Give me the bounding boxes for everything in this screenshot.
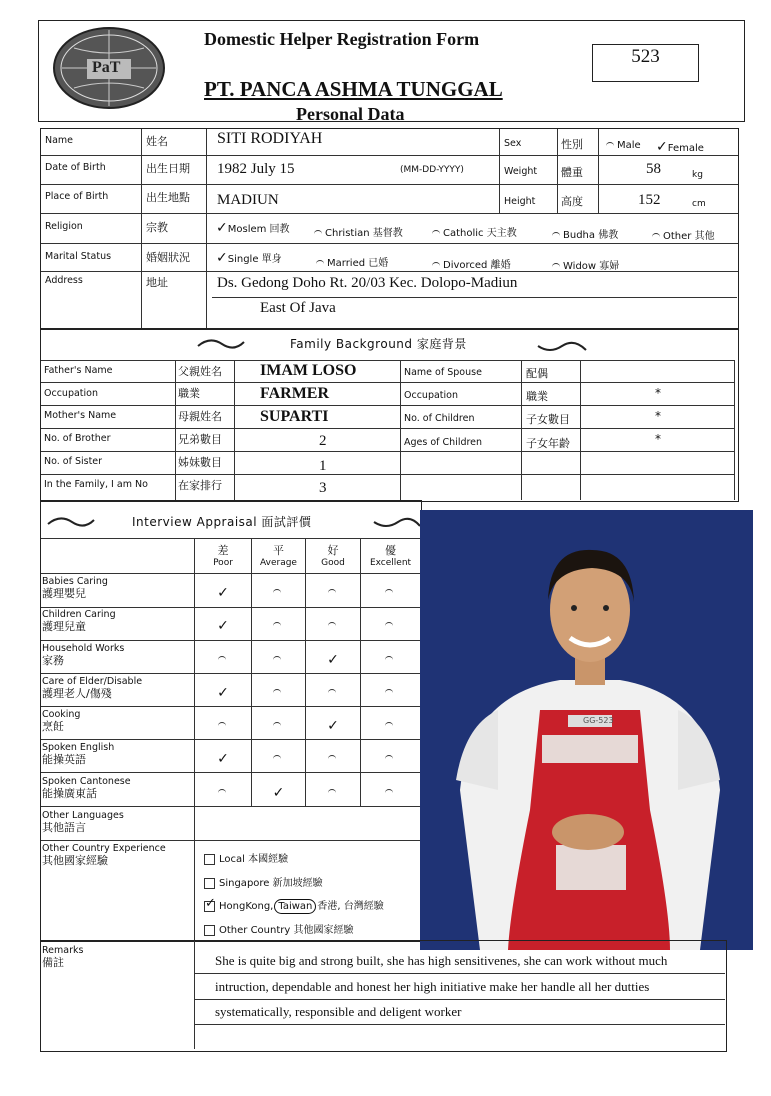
mother-value: SUPARTI xyxy=(260,408,329,425)
level-en: Excellent xyxy=(369,558,412,568)
height-label: Height xyxy=(504,196,536,207)
mother-label: Mother's Name xyxy=(44,410,117,421)
order-label: In the Family, I am No xyxy=(44,479,148,490)
religion-option-moslem[interactable] xyxy=(216,220,290,235)
skill-rating-option[interactable] xyxy=(306,715,360,734)
skill-label-cn: 護理嬰兒 xyxy=(42,587,86,600)
level-cn: 優 xyxy=(385,544,396,557)
other-experience-label xyxy=(42,843,166,868)
level-en: Average xyxy=(260,558,297,568)
children-label-cn: 子女數目 xyxy=(526,413,570,426)
experience-local[interactable] xyxy=(204,850,288,865)
remarks-line-1: She is quite big and strong built, she has high sensitivenes, she can work without much xyxy=(215,953,668,968)
level-en: Poor xyxy=(213,558,233,568)
skill-rating-option[interactable] xyxy=(195,649,251,668)
skill-rating-option[interactable] xyxy=(306,582,360,601)
radio-icon xyxy=(273,589,281,596)
checkmark-icon: ✓ xyxy=(327,652,339,668)
order-value: 3 xyxy=(319,480,327,496)
brother-label: No. of Brother xyxy=(44,433,111,444)
family-background-table xyxy=(40,328,739,502)
skill-rating-option[interactable] xyxy=(306,682,360,701)
religion-option-christian[interactable] xyxy=(314,224,403,239)
skill-rating-option[interactable] xyxy=(361,649,420,668)
checkmark-icon: ✓ xyxy=(217,585,229,601)
dob-format: (MM-DD-YYYY) xyxy=(400,165,464,175)
mother-label-cn: 母親姓名 xyxy=(178,410,222,423)
skill-label-cn: 家務 xyxy=(42,654,64,667)
height-unit: cm xyxy=(692,199,706,209)
marital-option-label: Married 已婚 xyxy=(327,258,389,269)
remarks-line-2: intruction, dependable and honest her high initiative make her handle all her dutties xyxy=(215,979,650,994)
brother-value: 2 xyxy=(319,433,327,449)
spouse-occupation-value: * xyxy=(655,386,661,400)
skill-label xyxy=(42,742,114,767)
radio-icon xyxy=(273,722,281,729)
occupation-value: FARMER xyxy=(260,385,330,402)
religion-option-label: Christian 基督教 xyxy=(325,228,403,239)
skill-rating-option[interactable] xyxy=(195,615,251,634)
remarks-label-en: Remarks xyxy=(42,945,84,956)
weight-value: 58 xyxy=(646,161,661,177)
religion-label-cn: 宗教 xyxy=(146,221,168,234)
weight-label: Weight xyxy=(504,166,538,177)
level-cn: 平 xyxy=(273,544,284,557)
right-swirl-icon xyxy=(536,338,588,360)
experience-label: Other Country 其他國家經驗 xyxy=(219,925,354,936)
sex-male-label: Male xyxy=(617,140,641,151)
skill-label xyxy=(42,609,116,634)
personal-data-title: Personal Data xyxy=(296,104,405,124)
spouse-label: Name of Spouse xyxy=(404,367,482,378)
skill-rating-option[interactable] xyxy=(252,615,305,634)
name-badge: GG-523 xyxy=(583,716,614,725)
radio-icon xyxy=(385,622,393,629)
level-en: Good xyxy=(321,558,345,568)
skill-rating-option[interactable] xyxy=(195,748,251,767)
sex-label-cn: 性別 xyxy=(561,138,583,151)
radio-icon xyxy=(385,789,393,796)
father-value: IMAM LOSO xyxy=(260,362,357,379)
radio-icon xyxy=(218,789,226,796)
address-line-1: Ds. Gedong Doho Rt. 20/03 Kec. Dolopo-Madiun xyxy=(217,275,518,291)
skill-rating-option[interactable] xyxy=(306,615,360,634)
radio-icon xyxy=(385,656,393,663)
religion-label: Religion xyxy=(45,221,83,232)
skill-rating-option[interactable] xyxy=(252,582,305,601)
experience-other-country[interactable] xyxy=(204,921,353,936)
experience-hongkong-taiwan[interactable] xyxy=(204,897,384,912)
skill-label-cn: 烹飪 xyxy=(42,720,64,733)
left-swirl-icon xyxy=(196,334,246,356)
ages-label: Ages of Children xyxy=(404,437,483,448)
family-section-title: Family Background 家庭背景 xyxy=(290,337,467,351)
skill-rating-option[interactable] xyxy=(195,582,251,601)
skill-rating-option[interactable] xyxy=(361,615,420,634)
spouse-label-cn: 配偶 xyxy=(526,367,548,380)
company-logo xyxy=(52,26,167,110)
skill-rating-option[interactable] xyxy=(252,649,305,668)
dob-label-cn: 出生日期 xyxy=(146,162,190,175)
experience-circled-taiwan: Taiwan xyxy=(274,899,316,914)
dob-label: Date of Birth xyxy=(45,162,106,173)
other-experience-cn: 其他國家經驗 xyxy=(42,854,108,867)
checkmark-icon: ✓ xyxy=(216,220,228,236)
skill-rating-option[interactable] xyxy=(252,782,305,801)
level-header-good xyxy=(306,542,360,568)
skill-label xyxy=(42,643,124,668)
name-label: Name xyxy=(45,135,74,146)
name-value: SITI RODIYAH xyxy=(217,130,323,147)
children-label: No. of Children xyxy=(404,413,475,424)
radio-icon xyxy=(385,689,393,696)
dob-value: 1982 July 15 xyxy=(217,161,295,177)
skill-label-en: Cooking xyxy=(42,709,81,720)
remarks-label xyxy=(42,945,83,970)
marital-option-label: Divorced 離婚 xyxy=(443,260,511,271)
occupation-label-cn: 職業 xyxy=(178,387,200,400)
occupation-label: Occupation xyxy=(44,388,98,399)
level-header-excellent xyxy=(361,542,420,568)
radio-icon xyxy=(273,755,281,762)
marital-option-divorced[interactable] xyxy=(432,256,511,271)
checkmark-icon: ✓ xyxy=(327,718,339,734)
skill-label-cn: 能操廣東話 xyxy=(42,787,97,800)
checkbox-checked-icon: ✓ xyxy=(205,895,216,911)
radio-icon xyxy=(385,755,393,762)
skill-rating-option[interactable] xyxy=(195,782,251,801)
pob-label-cn: 出生地點 xyxy=(146,191,190,204)
appraisal-section-title: Interview Appraisal 面試評價 xyxy=(132,515,312,529)
pob-value: MADIUN xyxy=(217,192,279,208)
address-label-cn: 地址 xyxy=(146,276,168,289)
radio-icon xyxy=(273,656,281,663)
height-label-cn: 高度 xyxy=(561,195,583,208)
skill-label-en: Care of Elder/Disable xyxy=(42,676,143,687)
ages-value: * xyxy=(655,432,661,446)
weight-label-cn: 體重 xyxy=(561,166,583,179)
radio-icon xyxy=(218,722,226,729)
radio-icon xyxy=(385,722,393,729)
checkmark-icon: ✓ xyxy=(272,785,285,801)
radio-icon xyxy=(218,656,226,663)
experience-singapore[interactable] xyxy=(204,874,323,889)
father-label: Father's Name xyxy=(44,365,113,376)
sister-label: No. of Sister xyxy=(44,456,103,467)
level-cn: 差 xyxy=(217,544,229,557)
religion-option-other[interactable] xyxy=(652,227,715,242)
radio-icon xyxy=(273,622,281,629)
marital-option-married[interactable] xyxy=(316,254,388,269)
religion-option-label: Budha 佛教 xyxy=(563,230,619,241)
sex-male-option[interactable] xyxy=(606,140,641,151)
company-name: PT. PANCA ASHMA TUNGGAL xyxy=(204,77,503,101)
skill-rating-option[interactable] xyxy=(252,715,305,734)
experience-label: Singapore 新加坡經驗 xyxy=(219,878,323,889)
spouse-occupation-label: Occupation xyxy=(404,390,458,401)
sex-female-option[interactable] xyxy=(656,140,704,154)
skill-rating-option[interactable] xyxy=(252,682,305,701)
form-title: Domestic Helper Registration Form xyxy=(204,29,480,49)
skill-label-cn: 護理兒童 xyxy=(42,620,86,633)
marital-option-widow[interactable] xyxy=(552,257,619,272)
other-languages-label xyxy=(42,810,124,835)
remarks-label-cn: 備註 xyxy=(42,956,64,969)
skill-rating-option[interactable] xyxy=(195,715,251,734)
level-header-average xyxy=(252,542,305,568)
sister-label-cn: 姊妹數目 xyxy=(178,456,222,469)
checkmark-icon: ✓ xyxy=(217,751,229,767)
checkmark-icon: ✓ xyxy=(656,139,668,155)
skill-label-en: Household Works xyxy=(42,643,125,654)
checkmark-icon: ✓ xyxy=(216,250,228,266)
father-label-cn: 父親姓名 xyxy=(178,365,222,378)
checkmark-icon: ✓ xyxy=(217,685,229,701)
skill-rating-option[interactable] xyxy=(361,682,420,701)
spouse-occupation-label-cn: 職業 xyxy=(526,390,548,403)
checkmark-icon: ✓ xyxy=(217,618,229,634)
experience-label: HongKong, xyxy=(219,901,274,912)
skill-rating-option[interactable] xyxy=(306,782,360,801)
logo-text: PaT xyxy=(92,59,121,76)
experience-label-tail: 香港, 台灣經驗 xyxy=(317,901,384,912)
marital-label-cn: 婚姻狀況 xyxy=(146,251,190,264)
skill-label-en: Spoken English xyxy=(42,742,115,753)
marital-option-single[interactable] xyxy=(216,250,282,265)
skill-rating-option[interactable] xyxy=(252,748,305,767)
marital-option-label: Single 單身 xyxy=(227,254,282,265)
ages-label-cn: 子女年齡 xyxy=(526,437,570,450)
height-value: 152 xyxy=(638,192,661,208)
radio-icon xyxy=(328,589,336,596)
sex-female-label: Female xyxy=(667,143,704,154)
other-experience-en: Other Country Experience xyxy=(42,843,166,854)
skill-label-cn: 能操英語 xyxy=(42,753,86,766)
sister-value: 1 xyxy=(319,458,327,474)
sex-label: Sex xyxy=(504,138,522,149)
skill-label xyxy=(42,676,142,701)
name-label-cn: 姓名 xyxy=(146,135,168,148)
marital-option-label: Widow 寡婦 xyxy=(563,261,620,272)
level-cn: 好 xyxy=(327,544,339,557)
radio-icon xyxy=(328,689,336,696)
marital-label: Marital Status xyxy=(45,251,112,262)
other-languages-cn: 其他語言 xyxy=(42,821,86,834)
experience-label: Local 本國經驗 xyxy=(219,854,289,865)
skill-label-en: Babies Caring xyxy=(42,576,108,587)
skill-label xyxy=(42,776,131,801)
weight-unit: kg xyxy=(692,170,703,180)
skill-rating-option[interactable] xyxy=(361,715,420,734)
left-swirl-icon xyxy=(46,512,96,534)
level-header-poor xyxy=(195,542,251,568)
order-label-cn: 在家排行 xyxy=(178,479,222,492)
brother-label-cn: 兄弟數目 xyxy=(178,433,222,446)
skill-label-en: Spoken Cantonese xyxy=(42,776,131,787)
right-swirl-icon xyxy=(372,514,422,536)
religion-option-label: Catholic 天主教 xyxy=(443,228,517,239)
pob-label: Place of Birth xyxy=(45,191,109,202)
form-number: 523 xyxy=(631,46,660,67)
radio-icon xyxy=(328,789,336,796)
skill-label xyxy=(42,709,80,734)
skill-label-en: Children Caring xyxy=(42,609,116,620)
other-languages-en: Other Languages xyxy=(42,810,124,821)
skill-rating-option[interactable] xyxy=(306,649,360,668)
remarks-line-3: systematically, responsible and deligent worker xyxy=(215,1004,462,1019)
radio-icon xyxy=(328,755,336,762)
skill-rating-option[interactable] xyxy=(306,748,360,767)
skill-rating-option[interactable] xyxy=(195,682,251,701)
religion-option-catholic[interactable] xyxy=(432,224,517,239)
applicant-photo xyxy=(420,510,753,950)
religion-option-label: Moslem 回教 xyxy=(227,224,290,235)
address-line-2: East Of Java xyxy=(260,300,336,316)
skill-rating-option[interactable] xyxy=(361,582,420,601)
radio-icon xyxy=(273,689,281,696)
religion-option-budha[interactable] xyxy=(552,226,618,241)
religion-option-label: Other 其他 xyxy=(663,231,715,242)
skill-rating-option[interactable] xyxy=(361,782,420,801)
radio-icon xyxy=(385,589,393,596)
skill-rating-option[interactable] xyxy=(361,748,420,767)
radio-icon xyxy=(328,622,336,629)
skill-label-cn: 護理老人/傷殘 xyxy=(42,687,112,700)
skill-label xyxy=(42,576,108,601)
address-label: Address xyxy=(45,275,83,286)
children-value: * xyxy=(655,409,661,423)
